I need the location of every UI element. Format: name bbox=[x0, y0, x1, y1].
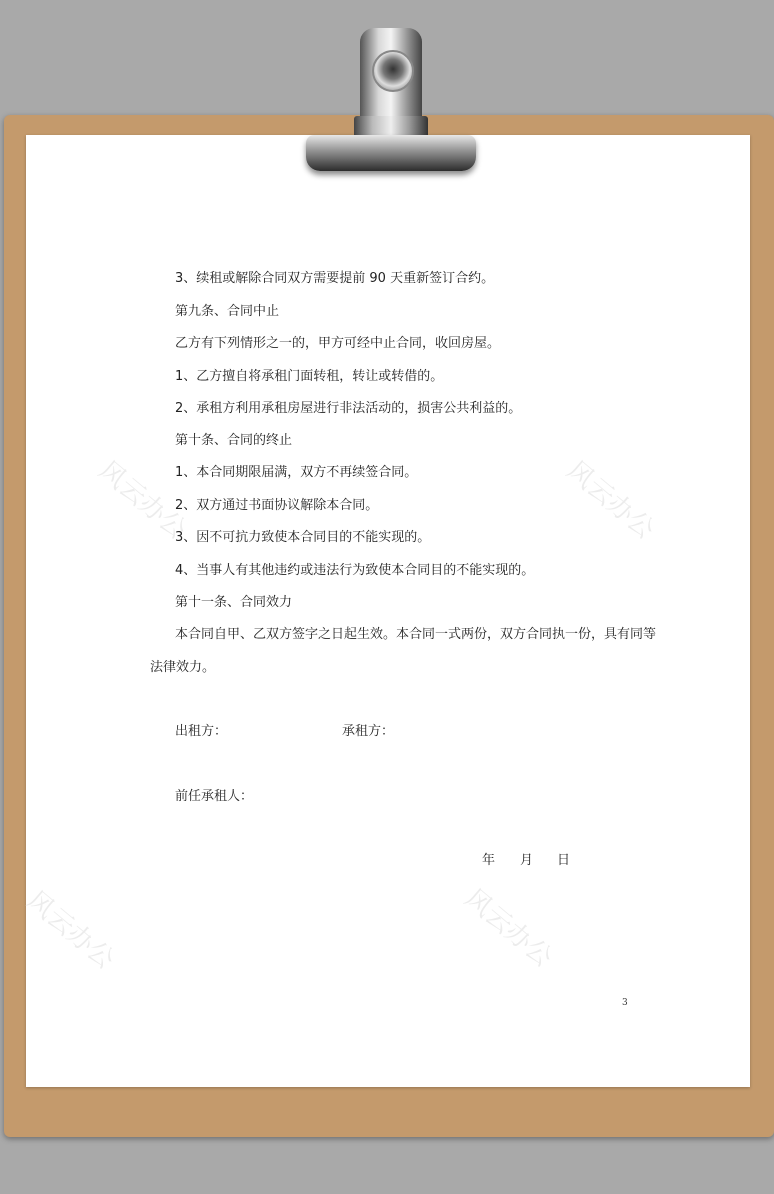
binder-clip-ring bbox=[372, 50, 414, 92]
clause-line: 2、双方通过书面协议解除本合同。 bbox=[175, 498, 379, 513]
article-heading: 第十一条、合同效力 bbox=[175, 595, 293, 610]
watermark: 风云办公 bbox=[458, 883, 558, 974]
date-month: 月 bbox=[520, 853, 534, 868]
article-heading: 第九条、合同中止 bbox=[175, 304, 280, 319]
watermark: 风云办公 bbox=[92, 455, 192, 546]
clause-line: 4、当事人有其他违约或违法行为致使本合同目的不能实现的。 bbox=[175, 563, 535, 578]
clause-line: 1、乙方擅自将承租门面转租，转让或转借的。 bbox=[175, 369, 444, 384]
date-day: 日 bbox=[557, 853, 571, 868]
clause-line: 乙方有下列情形之一的，甲方可经中止合同，收回房屋。 bbox=[175, 336, 501, 351]
clause-line: 2、承租方利用承租房屋进行非法活动的，损害公共利益的。 bbox=[175, 401, 522, 416]
article-heading: 第十条、合同的终止 bbox=[175, 433, 293, 448]
page-number: 3 bbox=[622, 998, 628, 1008]
clause-line: 法律效力。 bbox=[150, 660, 216, 675]
former-tenant-signature-label: 前任承租人： bbox=[175, 789, 254, 804]
binder-clip-front bbox=[306, 135, 476, 171]
clause-line: 本合同自甲、乙双方签字之日起生效。本合同一式两份，双方合同执一份，具有同等 bbox=[175, 627, 657, 642]
watermark: 风云办公 bbox=[20, 885, 120, 976]
lessor-signature-label: 出租方： bbox=[175, 724, 228, 739]
clause-line: 3、续租或解除合同双方需要提前 90 天重新签订合约。 bbox=[175, 271, 495, 286]
lessee-signature-label: 承租方： bbox=[342, 724, 395, 739]
date-year: 年 bbox=[482, 853, 496, 868]
clause-line: 1、本合同期限届满，双方不再续签合同。 bbox=[175, 465, 418, 480]
watermark: 风云办公 bbox=[560, 455, 660, 546]
clause-line: 3、因不可抗力致使本合同目的不能实现的。 bbox=[175, 530, 431, 545]
